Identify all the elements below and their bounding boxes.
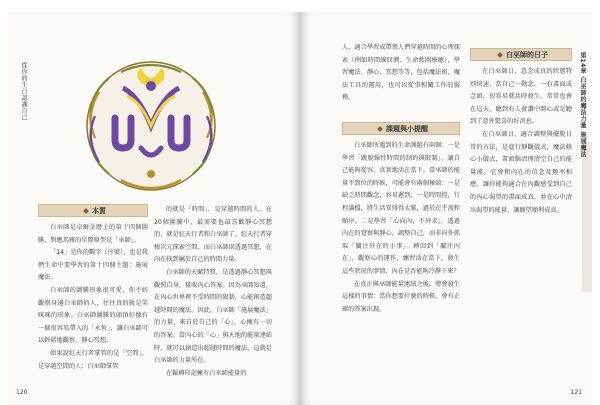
page-number-right: 121 (570, 389, 582, 396)
paragraph: 人，適合學習或帶領人們穿越時間的心理探索（例如時間線回溯、生命藍圖療癒），學習魔法、靜心、冥想等等，包括魔法術，魔法工具的運用，也可以從事相關工作的服務。 (342, 44, 460, 102)
paragraph: 白巫師的圖騰形象很可愛，你不妨觀察身邊白巫師的人，往往真的就是笑咪咪的形象。白巫師圖騰的頭頂好像有一個很容易帶入的「永恆」，讓白巫師可以輕鬆地觀察，靜心冥想。 (38, 286, 148, 345)
section-heading-wizard-day (470, 48, 572, 61)
section-heading-essence (38, 204, 148, 217)
paragraph: 在白巫師日，適合調整與擺脫日常的方法，是進行靜觀儀式，魔法修心小儀式，畫頭腦清理清空自己的能量流。它會和內在的信念及頻率相應，讓你能夠適合在內觀感受到自己的內心渴望的畫面成真，並在心中清出渴望的能量，讓願望順利成真。 (470, 130, 572, 214)
heading-label: 本質 (92, 206, 106, 215)
diamond-icon (497, 52, 503, 58)
right-side-title: 第14章 白巫師的魔法力量 施展魔法 (579, 52, 586, 158)
paragraph: 在白巫師日，意念成真的狀態特別快速，當自己一動念，一有畫面或念頭，很容易就共時發生。常常也會在這天，聽到有人發讚中開心或是聽到了意外驚喜的好消息。 (470, 68, 572, 126)
diamond-icon (83, 208, 89, 214)
paragraph: 在輪轉印記擁有白巫師能量的 (166, 369, 247, 377)
chapter-tab-band (582, 142, 592, 292)
paragraph: 白巫師的天賦特質，是透過靜心冥想與觀照自身，接收內心答案。因為巫師知道，在內心世界裡不受時間的限制，心能創造超越時間的魔法。因此，白巫師「施展魔法」的力量，來自於自己的「心」，心擁有一切的答案。當內心的「心」與天地的能量連結時，就可以創造出超越時間的魔法，這就是白巫師的力量所在。 (154, 268, 272, 365)
right-column-2 (470, 66, 572, 217)
left-page (8, 12, 300, 405)
diamond-icon (377, 126, 383, 132)
heading-label: 課題與小提醒 (386, 124, 428, 133)
left-side-title: 從你的生日認識自己 (20, 62, 27, 121)
paragraph: 白巫師是卓爾金曆上的第十四個圖騰，對應馬雅的星際原型是「巫師」。 (38, 224, 148, 244)
left-column-1 (38, 222, 148, 373)
section-heading-lessons (342, 122, 460, 135)
right-page (300, 12, 592, 405)
paragraph: 的就是「時間」，是穿越時間的人。在20個圖騰中，最需要也最喜歡靜心冥想的，就是紅天行者和白巫師了。紅天行者穿梭次元探索空間，而白巫師則透過冥想，在內在找到屬於自己的時間力量。 (154, 206, 272, 264)
left-column-2 (154, 204, 272, 380)
paragraph: 如果說紅天行者掌管的是「空間」，是穿越空間的人；白巫師掌管 (38, 349, 148, 370)
right-column-1-bottom (342, 140, 460, 316)
paragraph: 白巫師所遇到的生命課題有兩個：一是學習「跳脫線性時間的制約與限制」，讓自己能夠從容、真實地活在當下。當巫師的能量不到位的時候，可能會有兩個極端：一是缺乏時間觀念，容易遲到；一是時間控，行程滿檔，將生活安排得太緊，過於在乎流程順序。二是學習「心向內，不外求」，透過內在的覺察與靜心，調整自己，而非向外抓取「關注外在的小事」。轉回到「關注內在」，觀察心的運作，練習活在當下，發生這些狀況的事情，內在是否能夠冷靜下來？ (342, 142, 460, 275)
heading-label: 白巫師的日子 (506, 50, 548, 59)
page-number-left: 120 (16, 389, 28, 396)
white-wizard-mandala-illustration (81, 56, 221, 196)
right-column-1-top (342, 42, 460, 105)
paragraph: 「14」是你的數字（序號），也是我們生命中要學習的第十四個主題：施展魔法。 (38, 249, 148, 282)
paragraph: 在真正與巫師能量連結之後，將會發生這樣的事情：當你想要什麼的時候，會有正確的答案出現。 (342, 280, 460, 313)
